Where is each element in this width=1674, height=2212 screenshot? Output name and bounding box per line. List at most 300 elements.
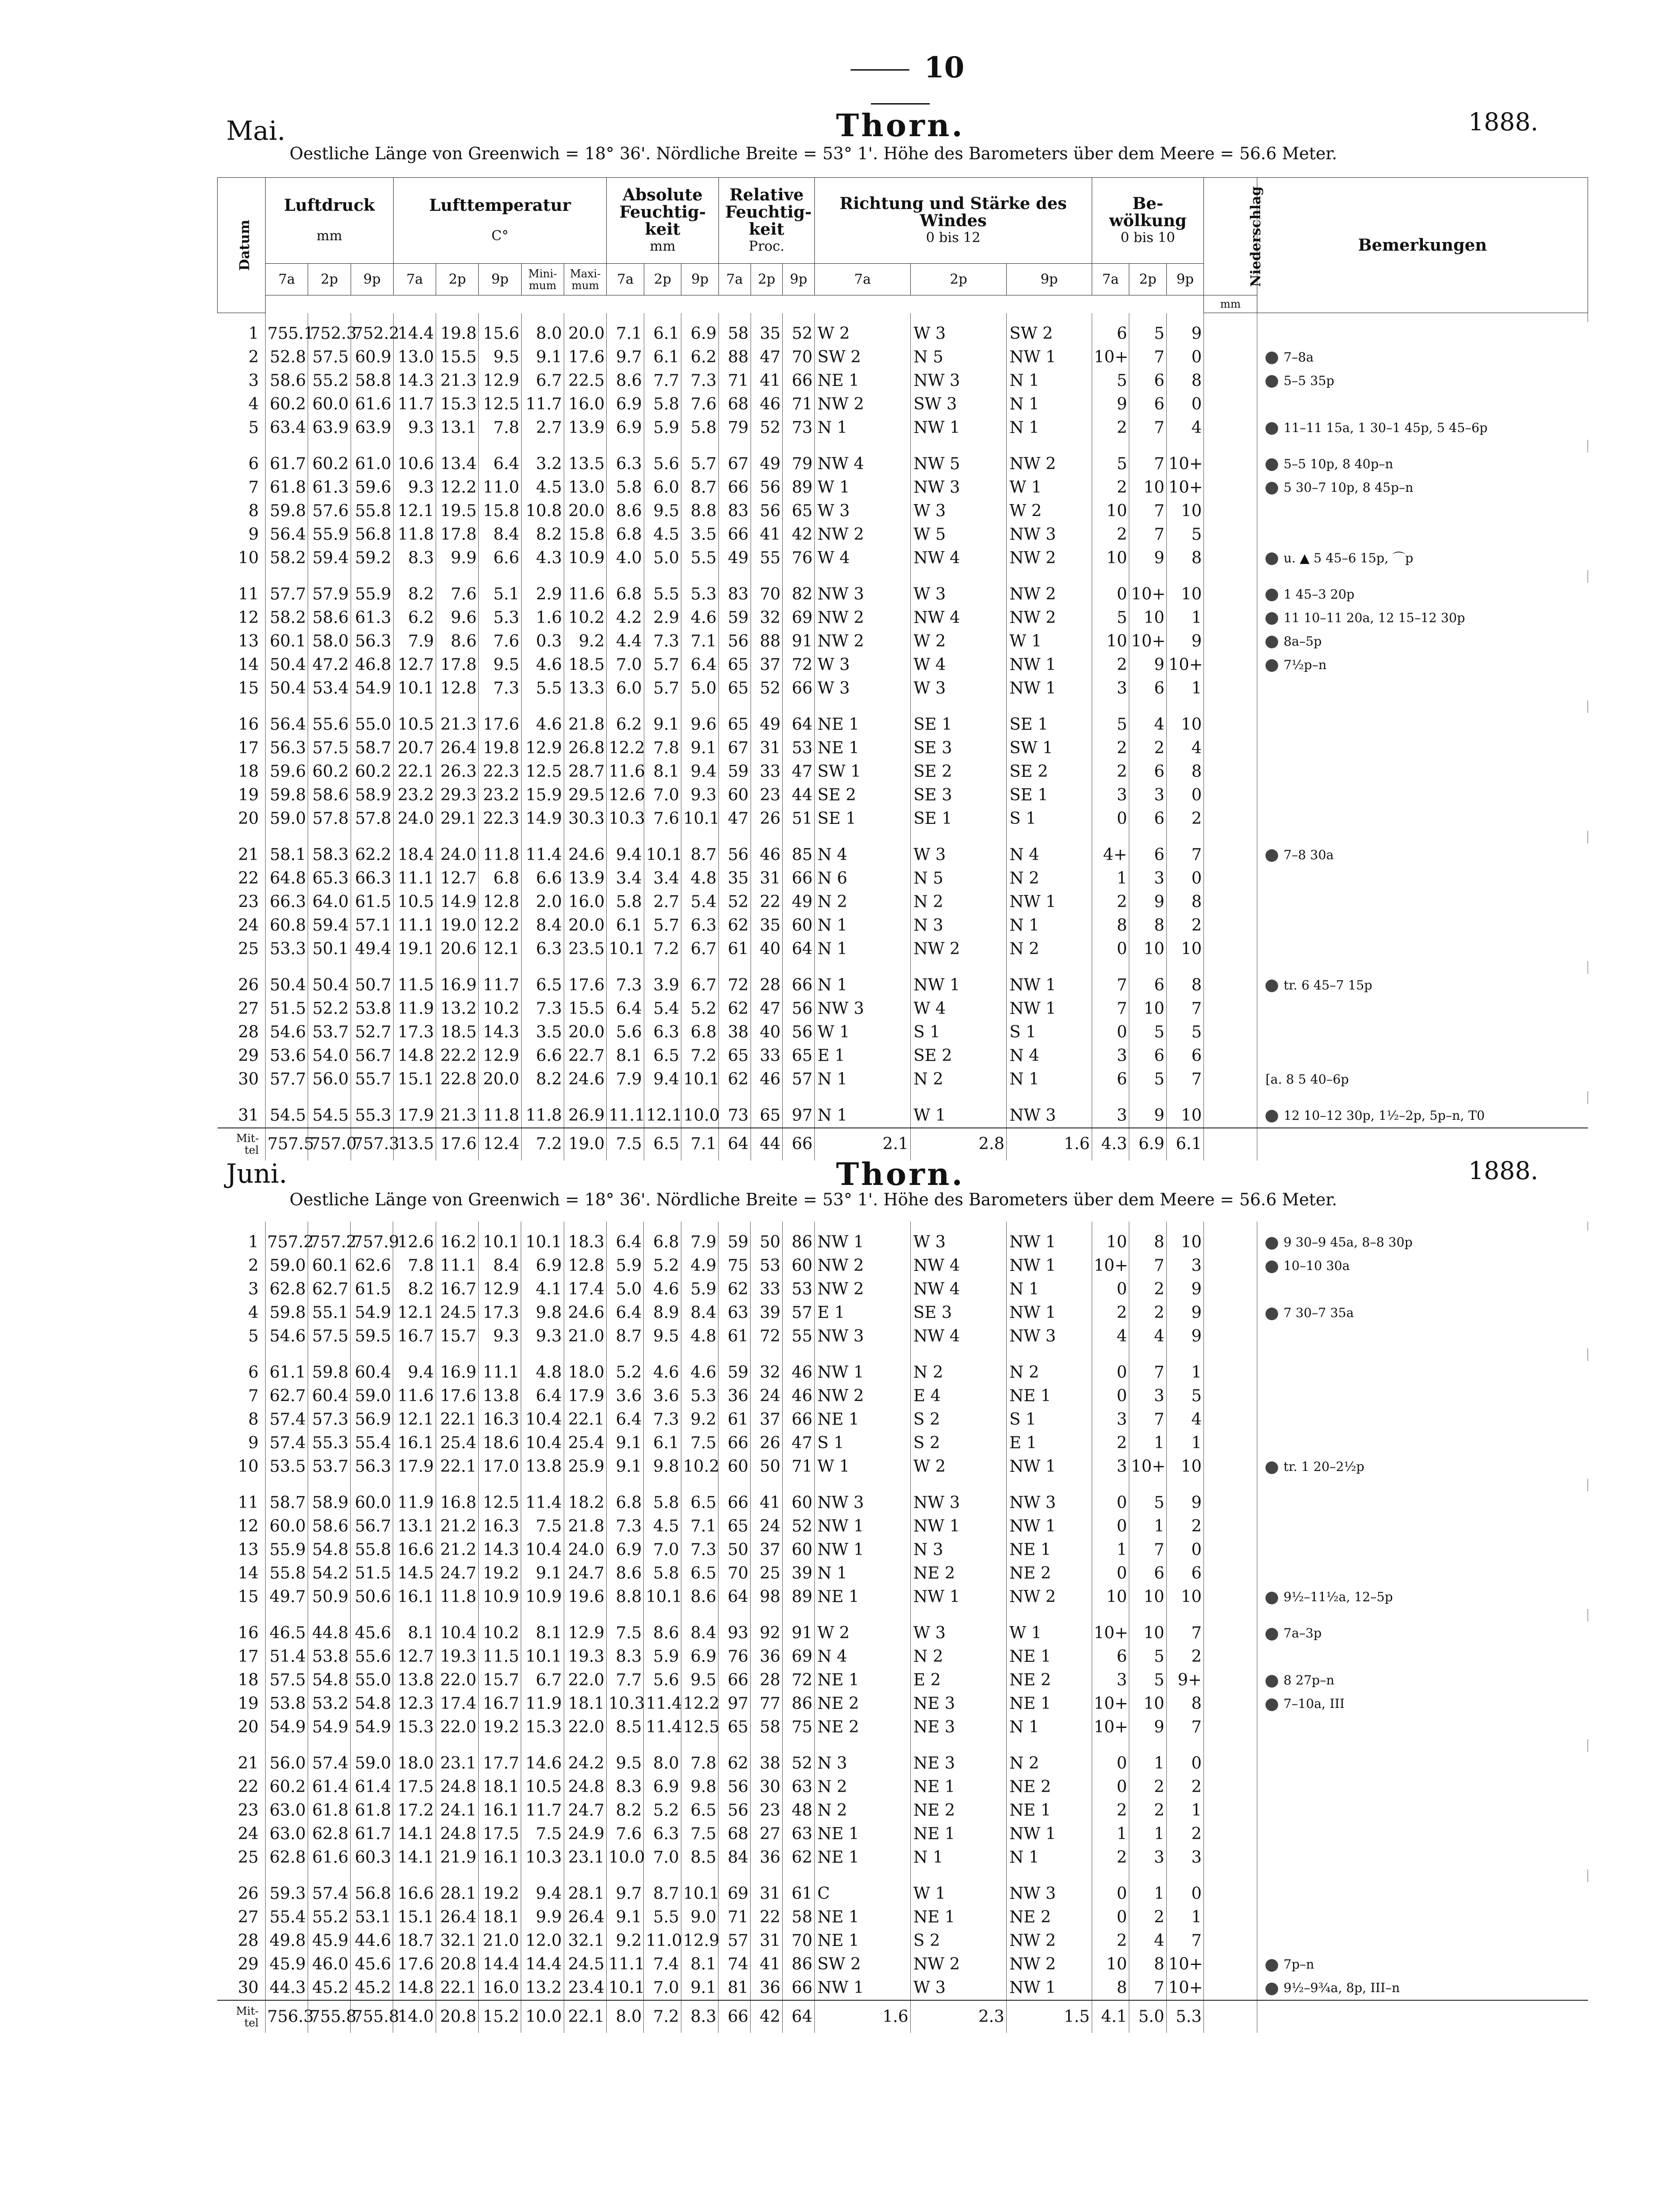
cell-w9: NE 2: [1006, 1906, 1092, 1929]
cell-w2: W 4: [911, 653, 1007, 677]
cell-p9: 66.3: [351, 867, 393, 890]
cell-bem: [1257, 346, 1588, 369]
cell-p7: 56.4: [266, 713, 308, 737]
cell-t9: 19.2: [479, 1562, 521, 1585]
cell-w7: NW 1: [814, 1231, 910, 1254]
cell-r2: 50: [751, 1455, 783, 1479]
cell-bem: [1257, 1068, 1588, 1091]
cell-a7: 6.9: [607, 393, 644, 416]
cell-p9: 56.8: [351, 523, 393, 547]
cell-b2: 7: [1129, 1361, 1167, 1384]
table-row: [217, 1325, 1588, 1348]
cell-p9: 62.6: [351, 1254, 393, 1278]
mean-a7: 8.0: [606, 2000, 644, 2033]
cell-day: 17: [217, 1645, 265, 1669]
cell-nied: [1204, 1585, 1257, 1609]
rain-symbol-icon: [1265, 375, 1278, 388]
cell-tmax: 20.0: [564, 322, 607, 346]
cell-t9: 22.3: [479, 807, 521, 831]
cell-t2: 19.8: [436, 322, 479, 346]
cell-b2: 5: [1129, 1669, 1167, 1692]
cell-a7: 7.3: [607, 974, 644, 997]
cell-w9: NW 2: [1006, 1585, 1092, 1609]
cell-t7: 17.9: [393, 1455, 436, 1479]
cell-r9: 47: [782, 1432, 814, 1455]
cell-t7: 15.1: [393, 1906, 436, 1929]
cell-w7: SE 2: [814, 784, 910, 807]
mean-b2: 6.9: [1129, 1128, 1166, 1161]
cell-tmin: 8.2: [521, 1068, 564, 1091]
cell-r7: 66: [718, 1491, 751, 1515]
cell-a7: 12.6: [607, 784, 644, 807]
cell-b7: 10: [1092, 630, 1129, 653]
cell-nied: [1204, 1775, 1257, 1799]
cell-t2: 26.4: [436, 1906, 478, 1929]
cell-t9: 12.9: [479, 369, 521, 393]
cell-a9: 10.1: [681, 807, 718, 831]
cell-t7: 14.8: [393, 1976, 436, 2000]
cell-r2: 37: [751, 1408, 783, 1432]
cell-t9: 15.7: [479, 1669, 521, 1692]
cell-b9: 7: [1166, 1716, 1204, 1739]
cell-day: 27: [217, 1906, 265, 1929]
cell-b9: 10+: [1166, 1976, 1204, 2000]
cell-a7: 7.7: [606, 1669, 644, 1692]
cell-w2: NE 1: [910, 1822, 1006, 1846]
cell-t9: 14.3: [479, 1538, 521, 1562]
cell-w9: NW 3: [1006, 1325, 1092, 1348]
cell-t2: 29.3: [436, 784, 479, 807]
cell-tmin: 9.9: [521, 1906, 564, 1929]
cell-w7: NE 1: [814, 737, 910, 760]
cell-p9: 51.5: [351, 1562, 393, 1585]
cell-b7: 1: [1092, 867, 1129, 890]
cell-t9: 6.4: [479, 452, 521, 476]
cell-r2: 55: [751, 547, 783, 570]
cell-b7: 10+: [1092, 1622, 1129, 1645]
table-row: [218, 630, 1588, 653]
cell-a2: 3.9: [644, 974, 681, 997]
cell-tmin: 8.4: [521, 914, 564, 937]
cell-w9: NW 1: [1006, 1455, 1092, 1479]
cell-a9: 8.8: [681, 499, 718, 523]
cell-t2: 16.9: [436, 1361, 478, 1384]
cell-tmin: 6.6: [521, 1044, 564, 1068]
cell-tmin: 10.1: [521, 1231, 564, 1254]
cell-a7: 8.1: [607, 1044, 644, 1068]
mean-p9: 757.3: [351, 1128, 393, 1161]
remark-text: 11 10–11 20a, 12 15–12 30p: [1284, 610, 1465, 625]
mean-r7: 66: [718, 2000, 751, 2033]
cell-r9: 60: [782, 1538, 814, 1562]
cell-p9: 58.9: [351, 784, 393, 807]
cell-nied: [1204, 1278, 1257, 1301]
cell-p7: 63.0: [265, 1822, 308, 1846]
cell-w9: N 1: [1007, 914, 1092, 937]
cell-p7: 54.6: [265, 1325, 308, 1348]
cell-r2: 23: [751, 1799, 783, 1822]
cell-p9: 57.1: [351, 914, 393, 937]
rain-symbol-icon: [1265, 636, 1278, 648]
cell-t2: 12.7: [436, 867, 479, 890]
cell-b2: 5: [1129, 1068, 1166, 1091]
cell-r2: 22: [751, 1906, 783, 1929]
cell-b2: 5: [1129, 1645, 1167, 1669]
cell-p7: 58.6: [266, 369, 308, 393]
header-bemerkungen: Bemerkungen: [1257, 178, 1588, 313]
cell-t9: 5.3: [479, 606, 521, 630]
cell-r2: 50: [751, 1231, 783, 1254]
cell-tmax: 22.7: [564, 1044, 607, 1068]
cell-w7: NW 4: [814, 452, 910, 476]
cell-b2: 2: [1129, 1301, 1167, 1325]
cell-a2: 4.5: [644, 1515, 681, 1538]
cell-w7: NE 1: [814, 1408, 910, 1432]
cell-r7: 83: [718, 583, 751, 606]
cell-t2: 19.3: [436, 1645, 478, 1669]
cell-a7: 9.1: [606, 1432, 644, 1455]
cell-nied: [1204, 997, 1257, 1021]
cell-w7: NW 2: [814, 630, 910, 653]
cell-b7: 2: [1092, 1432, 1129, 1455]
cell-p2: 61.4: [308, 1775, 350, 1799]
table-row: [217, 1716, 1588, 1739]
cell-w7: N 1: [814, 937, 910, 961]
cell-bem: [1257, 1384, 1588, 1408]
cell-r7: 62: [718, 997, 751, 1021]
cell-w2: SE 2: [911, 760, 1007, 784]
cell-t7: 14.3: [393, 369, 436, 393]
cell-bem: [1257, 1822, 1588, 1846]
cell-bem: [1257, 890, 1588, 914]
cell-r7: 88: [718, 346, 751, 369]
cell-t7: 11.1: [393, 867, 436, 890]
cell-a2: 10.1: [644, 843, 681, 867]
remark-text: 9½–11½a, 12–5p: [1283, 1589, 1393, 1604]
cell-w2: NW 4: [911, 547, 1007, 570]
cell-w2: NW 4: [911, 606, 1007, 630]
remark-text: 7 30–7 35a: [1283, 1305, 1354, 1320]
remark-text: [a. 8 5 40–6p: [1265, 1071, 1349, 1087]
cell-day: 30: [217, 1976, 265, 2000]
station-title-mai: Thorn.: [836, 108, 965, 144]
cell-a7: 4.4: [607, 630, 644, 653]
cell-w2: W 3: [911, 843, 1007, 867]
cell-w7: NE 1: [814, 1669, 910, 1692]
cell-b9: 9+: [1166, 1669, 1204, 1692]
cell-a7: 5.2: [606, 1361, 644, 1384]
cell-a2: 5.8: [644, 1491, 681, 1515]
cell-b7: 7: [1092, 974, 1129, 997]
mean-p2: 755.8: [308, 2000, 350, 2033]
table-row: [218, 760, 1588, 784]
cell-a9: 4.8: [681, 867, 718, 890]
cell-w2: NW 2: [911, 937, 1007, 961]
cell-a7: 6.2: [607, 713, 644, 737]
cell-a7: 4.0: [607, 547, 644, 570]
cell-b2: 7: [1129, 523, 1166, 547]
header-luftdruck: Luftdruck mm: [266, 178, 394, 264]
cell-tmin: 5.5: [521, 677, 564, 700]
cell-w9: S 1: [1007, 1021, 1092, 1044]
mean-a9: 7.1: [681, 1128, 718, 1161]
cell-b2: 10: [1129, 1692, 1167, 1716]
cell-w2: SE 3: [911, 784, 1007, 807]
cell-p9: 60.9: [351, 346, 393, 369]
cell-day: 20: [217, 1716, 265, 1739]
cell-a2: 7.7: [644, 369, 681, 393]
cell-nied: [1204, 523, 1257, 547]
cell-p2: 59.4: [308, 914, 351, 937]
cell-b7: 0: [1092, 1906, 1129, 1929]
cell-p9: 54.9: [351, 1716, 393, 1739]
cell-w7: W 1: [814, 476, 910, 499]
cell-p2: 59.4: [308, 547, 351, 570]
cell-b9: 8: [1166, 974, 1204, 997]
cell-a2: 8.1: [644, 760, 681, 784]
cell-a7: 8.3: [606, 1775, 644, 1799]
cell-bem: [1257, 547, 1588, 570]
cell-a7: 8.6: [606, 1562, 644, 1585]
cell-tmax: 17.6: [564, 346, 607, 369]
cell-a7: 9.2: [606, 1929, 644, 1953]
cell-p2: 55.3: [308, 1432, 350, 1455]
cell-r2: 27: [751, 1822, 783, 1846]
cell-a9: 5.4: [681, 890, 718, 914]
cell-r7: 60: [718, 1455, 751, 1479]
cell-t9: 11.5: [479, 1645, 521, 1669]
cell-r7: 65: [718, 677, 751, 700]
cell-tmin: 9.3: [521, 1325, 564, 1348]
cell-w2: SE 1: [911, 713, 1007, 737]
cell-w2: W 3: [911, 322, 1007, 346]
cell-a2: 7.3: [644, 1408, 681, 1432]
cell-tmin: 9.8: [521, 1301, 564, 1325]
cell-p9: 55.4: [351, 1432, 393, 1455]
cell-r2: 49: [751, 452, 783, 476]
cell-w7: N 1: [814, 416, 910, 440]
cell-w7: NE 1: [814, 1822, 910, 1846]
cell-nied: [1204, 393, 1257, 416]
cell-a7: 10.1: [607, 937, 644, 961]
cell-r2: 52: [751, 416, 783, 440]
cell-nied: [1204, 1692, 1257, 1716]
cell-nied: [1204, 1645, 1257, 1669]
cell-bem: [1257, 1622, 1588, 1645]
observation-table-mai: Datum Luftdruck mm Lufttemperatur C° Absolute Feuchtig- keit mm Relative Feuchtig- keit Proc. Richtung und Stärke des Windes 0 bis 12 Be- wölkung 0 bis 10 Niederschlag Bemerkungen 7a 2p 9p 7a 2p 9p Mini- mum Maxi- mum 7a 2p 9p 7a 2p 9p 7a 2p 9p 7a 2p 9p mm 1 755.1 752.3 752.2 14.4 19.8 15.6 8.0 20.0 7.1 6.1 6.9 58 35 52 W 2 W 3 SW 2 6 5 9 2 52.8 57.5 60.9 13.0 15.5 9.5 9.1 17.6 9.7 6.1 6.2 88 47 70 SW 2 N 5 NW 1 10+ 7 0 7–8a 3 58.6 55.2 58.8 14.3 21.3 12.9 6.7 22.5 8.6 7.7 7.3 71 41 66 NE 1 NW 3 N 1 5 6 8 5–5 35p 4 60.2 60.0 61.6 11.7 15.3 12.5 11.7 16.0 6.9 5.8 7.6 68 46 71 NW 2 SW 3 N 1 9 6 0 5 63.4 63.9 63.9 9.3 13.1 7.8 2.7 13.9 6.9 5.9 5.8 79 52 73 N 1 NW 1 N 1 2 7 4 11–11 15a, 1 30–1 45p, 5 45–6p 6 61.7 60.2 61.0 10.6 13.4 6.4 3.2 13.5 6.3 5.6 5.7 67 49 79 NW 4 NW 5 NW 2 5 7 10+ 5–5 10p, 8 40p–n 7 61.8 61.3 59.6 9.3 12.2 11.0 4.5 13.0 5.8 6.0 8.7 66 56 89 W 1 NW 3 W 1 2 10 10+ 5 30–7 10p, 8 45p–n 8 59.8 57.6 55.8 12.1 19.5 15.8 10.8 20.0 8.6 9.5 8.8 83 56 65 W 3 W 3 W 2 10 7 10 9 56.4 55.9 56.8 11.8 17.8 8.4 8.2 15.8 6.8 4.5 3.5 66 41 42 NW 2 W 5 NW 3 2 7 5 10 58.2 59.4 59.2 8.3 9.9 6.6 4.3 10.9 4.0 5.0 5.5 49 55 76 W 4 NW 4 NW 2 10 9 8 u. ▲ 5 45–6 15p, ⌒p 11 57.7 57.9 55.9 8.2 7.6 5.1 2.9 11.6 6.8 5.5 5.3 83 70 82 NW 3 W 3 NW 2 0 10+ 10 1 45–3 20p 12 58.2 58.6 61.3 6.2 9.6 5.3 1.6 10.2 4.2 2.9 4.6 59 32 69 NW 2 NW 4 NW 2 5 10 1 11 10–11 20a, 12 15–12 30p 13 60.1 58.0 56.3 7.9 8.6 7.6 0.3 9.2 4.4 7.3 7.1 56 88 91 NW 2 W 2 W 1 10 10+ 9 8a–5p 14 50.4 47.2 46.8 12.7 17.8 9.5 4.6 18.5 7.0 5.7 6.4 65 37 72 W 3 W 4 NW 1 2 9 10+ 7½p–n 15 50.4 53.4 54.9 10.1 12.8 7.3 5.5 13.3 6.0 5.7 5.0 65 52 66 W 3 W 3 NW 1 3 6 1 16 56.4 55.6 55.0 10.5 21.3 17.6 4.6 21.8 6.2 9.1 9.6 65 49 64 NE 1 SE 1 SE 1 5 4 10 17 56.3 57.5 58.7 20.7 26.4 19.8 12.9 26.8 12.2 7.8 9.1 67 31 53 NE 1 SE 3 SW 1 2 2 4 18 59.6 60.2 60.2 22.1 26.3 22.3 12.5 28.7 11.6 8.1 9.4 59 33 47 SW 1 SE 2 SE 2 2 6 8 19 59.8 58.6 58.9 23.2 29.3 23.2 15.9 29.5 12.6 7.0 9.3 60 23 44 SE 2 SE 3 SE 1 3 3 0 20 59.0 57.8 57.8 24.0 29.1 22.3 14.9 30.3 10.3 7.6 10.1 47 26 51 SE 1 SE 1 S 1 0 6 2 21 58.1 58.3 62.2 18.4 24.0 11.8 11.4 24.6 9.4 10.1 8.7 56 46 85 N 4 W 3 N 4 4+ 6 7 7–8 30a 22 64.8 65.3 66.3 11.1 12.7 6.8 6.6 13.9 3.4 3.4 4.8 35 31 66 N 6 N 5 N 2 1 3 0 23 66.3 64.0 61.5 10.5 14.9 12.8 2.0 16.0 5.8 2.7 5.4 52 22 49 N 2 N 2 NW 1 2 9 8 24 60.8 59.4 57.1 11.1 19.0 12.2 8.4 20.0 6.1 5.7 6.3 62 35 60 N 1 N 3 N 1 8 8 2 25 53.3 50.1 49.4 19.1 20.6 12.1 6.3 23.5 10.1 7.2 6.7 61 40 64 N 1 NW 2 N 2 0 10 10 26 50.4 50.4 50.7 11.5 16.9 11.7 6.5 17.6 7.3 3.9 6.7 72 28 66 N 1 NW 1 NW 1 7 6 8 tr. 6 45–7 15p 27 51.5 52.2 53.8 11.9 13.2 10.2 7.3 15.5 6.4 5.4 5.2 62 47 56 NW 3 W 4 NW 1 7 10 7 28 54.6 53.7 52.7 17.3 18.5 14.3 3.5 20.0 5.6 6.3 6.8 38 40 56 W 1 S 1 S 1 0 5 5 29 53.6 54.0 56.7 14.8 22.2 12.9 6.6 22.7 8.1 6.5 7.2 65 33 65 E 1 SE 2 N 4 3 6 6 30 57.7 56.0 55.7 15.1 22.8 20.0 8.2 24.6 7.9 9.4 10.1 62 46 57 N 1 N 2 N 1 6 5 7 [a. 8 5 40–6p 31 54.5 54.5 55.3 17.9 21.3 11.8 11.8 26.9 11.1 12.1 10.0 73 65 97 N 1 W 1 NW 3 3 9 10 12 10–12 30p, 1½–2p, 5p–n, T0 Mit- tel 757.5 757.0 757.3 13.5 17.6 12.4 7.2 19.0 7.5 6.5 7.1 64 44 66 2.1 2.8 1.6 4.3 6.9 6.1: [217, 177, 1588, 1161]
cell-bem: [1257, 1231, 1588, 1254]
cell-tmax: 24.2: [564, 1752, 606, 1775]
cell-p9: 53.8: [351, 997, 393, 1021]
table-row: [218, 476, 1588, 499]
cell-r7: 83: [718, 499, 751, 523]
table-row: [217, 1562, 1588, 1585]
cell-p7: 63.4: [266, 416, 308, 440]
cell-a9: 12.5: [681, 1716, 718, 1739]
cell-day: 6: [218, 452, 266, 476]
cell-b2: 10: [1129, 606, 1166, 630]
cell-r9: 61: [782, 1882, 814, 1906]
table-row: [218, 1044, 1588, 1068]
cell-r2: 56: [751, 476, 783, 499]
cell-tmax: 24.6: [564, 843, 607, 867]
cell-w2: W 3: [911, 583, 1007, 606]
cell-b7: 5: [1092, 452, 1129, 476]
cell-r7: 62: [718, 914, 751, 937]
mean-a2: 7.2: [644, 2000, 681, 2033]
cell-t9: 7.3: [479, 677, 521, 700]
cell-t9: 10.2: [479, 997, 521, 1021]
mean-b2: 5.0: [1129, 2000, 1167, 2033]
cell-a9: 8.1: [681, 1953, 718, 1976]
cell-r7: 65: [718, 1716, 751, 1739]
cell-p9: 752.2: [351, 322, 393, 346]
cell-day: 9: [218, 523, 266, 547]
cell-t2: 24.0: [436, 843, 479, 867]
cell-w7: S 1: [814, 1432, 910, 1455]
cell-p2: 58.9: [308, 1491, 350, 1515]
cell-tmin: 2.0: [521, 890, 564, 914]
cell-w2: W 3: [911, 499, 1007, 523]
cell-w9: NW 1: [1006, 1976, 1092, 2000]
cell-p7: 56.0: [265, 1752, 308, 1775]
cell-tmin: 13.8: [521, 1455, 564, 1479]
cell-tmin: 10.4: [521, 1432, 564, 1455]
cell-b7: 6: [1092, 322, 1129, 346]
rain-symbol-icon: [1265, 1675, 1278, 1688]
cell-t7: 10.6: [393, 452, 436, 476]
cell-r7: 47: [718, 807, 751, 831]
mean-b9: 5.3: [1166, 2000, 1204, 2033]
cell-bem: [1257, 937, 1588, 961]
mean-t7: 14.0: [393, 2000, 436, 2033]
cell-r9: 70: [783, 346, 815, 369]
cell-t7: 13.1: [393, 1515, 436, 1538]
cell-t2: 32.1: [436, 1929, 478, 1953]
cell-a9: 4.9: [681, 1254, 718, 1278]
rain-symbol-icon: [1265, 849, 1278, 862]
cell-p9: 55.3: [351, 1104, 393, 1128]
cell-t2: 8.6: [436, 630, 479, 653]
cell-a9: 12.2: [681, 1692, 718, 1716]
cell-r7: 74: [718, 1953, 751, 1976]
cell-tmin: 2.7: [521, 416, 564, 440]
cell-w9: NW 1: [1007, 997, 1092, 1021]
cell-nied: [1204, 606, 1257, 630]
cell-r9: 53: [782, 1278, 814, 1301]
remark-text: 8a–5p: [1284, 633, 1322, 649]
cell-tmin: 6.5: [521, 974, 564, 997]
cell-b2: 7: [1129, 1254, 1167, 1278]
cell-w9: NW 3: [1007, 523, 1092, 547]
cell-a7: 6.3: [607, 452, 644, 476]
table-row: [217, 1491, 1588, 1515]
cell-w7: N 4: [814, 1645, 910, 1669]
cell-day: 5: [217, 1325, 265, 1348]
cell-b9: 0: [1166, 346, 1204, 369]
cell-a7: 8.6: [607, 369, 644, 393]
cell-nied: [1204, 1254, 1257, 1278]
cell-r7: 73: [718, 1104, 751, 1128]
mean-w2: 2.8: [911, 1128, 1007, 1161]
remark-text: 9½–9¾a, 8p, III–n: [1283, 1980, 1400, 1995]
cell-r2: 40: [751, 1021, 783, 1044]
cell-a7: 10.0: [606, 1846, 644, 1869]
cell-b9: 2: [1166, 1645, 1204, 1669]
cell-p2: 62.7: [308, 1278, 350, 1301]
cell-w7: NW 3: [814, 583, 910, 606]
cell-a2: 11.4: [644, 1692, 681, 1716]
cell-b2: 7: [1129, 346, 1166, 369]
table-row: [217, 1669, 1588, 1692]
table-row: [218, 937, 1588, 961]
cell-t7: 9.3: [393, 476, 436, 499]
cell-w2: W 2: [910, 1455, 1006, 1479]
cell-tmax: 16.0: [564, 890, 607, 914]
table-row: [217, 1775, 1588, 1799]
cell-b7: 9: [1092, 393, 1129, 416]
cell-b9: 5: [1166, 1384, 1204, 1408]
cell-w9: NE 1: [1006, 1799, 1092, 1822]
cell-r2: 28: [751, 1669, 783, 1692]
cell-nied: [1204, 1231, 1257, 1254]
cell-p2: 54.2: [308, 1562, 350, 1585]
cell-w2: N 2: [911, 890, 1007, 914]
cell-r7: 66: [718, 476, 751, 499]
cell-day: 14: [218, 653, 266, 677]
cell-w9: W 1: [1006, 1622, 1092, 1645]
cell-p2: 55.6: [308, 713, 351, 737]
cell-t9: 16.3: [479, 1408, 521, 1432]
cell-r7: 72: [718, 974, 751, 997]
cell-a2: 7.2: [644, 937, 681, 961]
cell-bem: [1257, 1562, 1588, 1585]
cell-p2: 757.2: [308, 1231, 350, 1254]
cell-t9: 15.8: [479, 499, 521, 523]
cell-b9: 1: [1166, 1906, 1204, 1929]
cell-w2: W 3: [911, 677, 1007, 700]
cell-b2: 7: [1129, 499, 1166, 523]
cell-p9: 55.7: [351, 1068, 393, 1091]
cell-t9: 16.7: [479, 1692, 521, 1716]
cell-p9: 61.5: [351, 1278, 393, 1301]
cell-r2: 36: [751, 1976, 783, 2000]
cell-tmin: 7.3: [521, 997, 564, 1021]
cell-p2: 61.6: [308, 1846, 350, 1869]
cell-bem: [1257, 369, 1588, 393]
cell-w7: N 3: [814, 1752, 910, 1775]
cell-day: 11: [218, 583, 266, 606]
cell-r7: 93: [718, 1622, 751, 1645]
cell-tmin: 6.7: [521, 1669, 564, 1692]
cell-a9: 8.7: [681, 476, 718, 499]
cell-b7: 10+: [1092, 1254, 1129, 1278]
cell-p7: 59.3: [265, 1882, 308, 1906]
cell-t9: 12.8: [479, 890, 521, 914]
cell-b2: 7: [1129, 452, 1166, 476]
cell-a7: 7.5: [606, 1622, 644, 1645]
cell-b9: 0: [1166, 1882, 1204, 1906]
cell-bem: [1257, 476, 1588, 499]
cell-bem: [1257, 1455, 1588, 1479]
cell-b9: 5: [1166, 1021, 1204, 1044]
cell-p7: 59.0: [265, 1254, 308, 1278]
cell-r9: 56: [783, 1021, 815, 1044]
cell-nied: [1204, 760, 1257, 784]
cell-a7: 10.1: [606, 1976, 644, 2000]
header-niederschlag: Niederschlag: [1204, 178, 1257, 295]
cell-bem: [1257, 416, 1588, 440]
